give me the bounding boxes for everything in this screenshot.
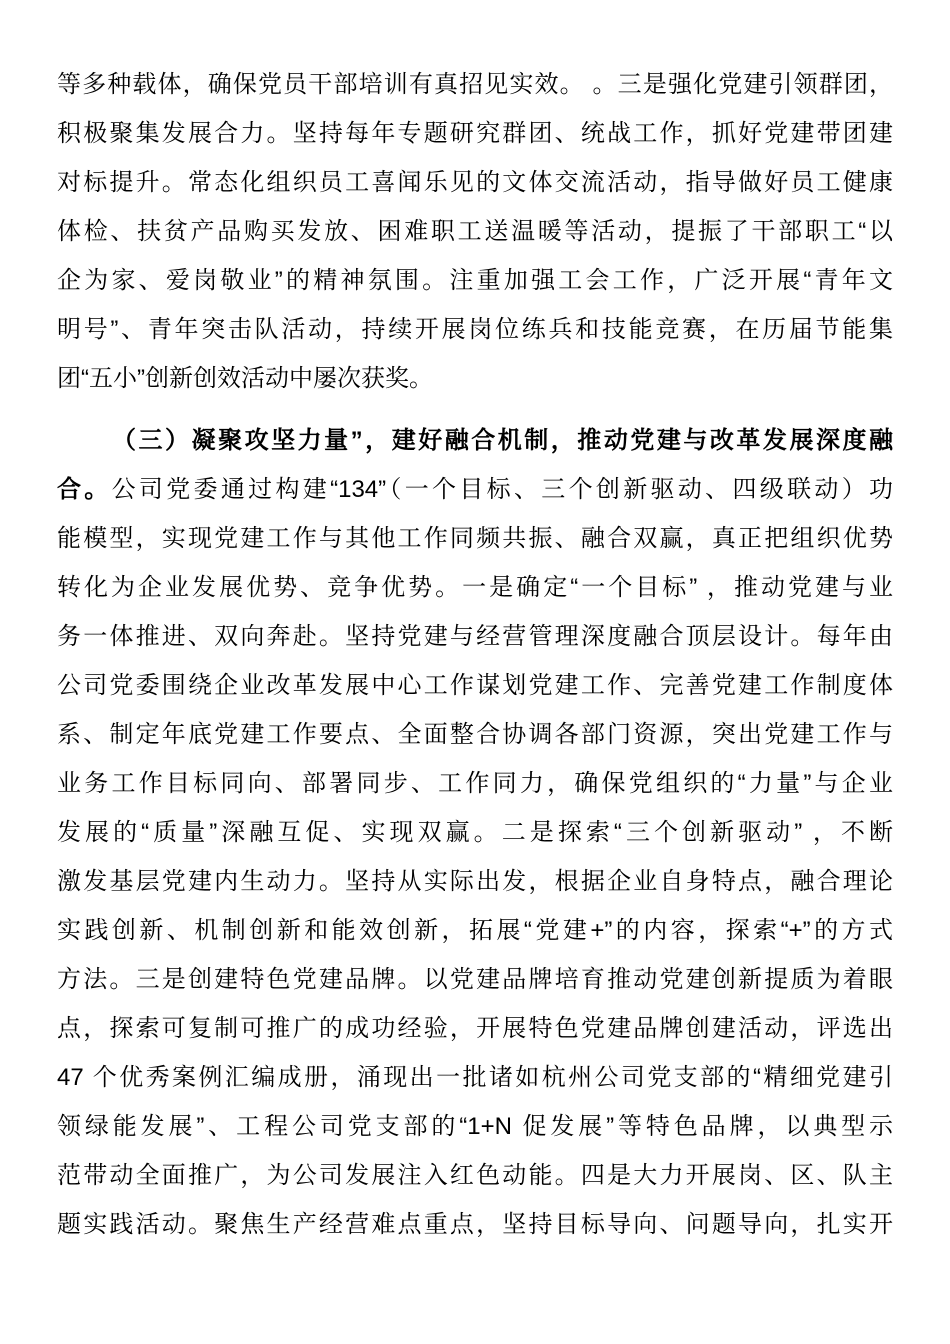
line-text: 公司党委通过构建“134”（一个目标、三个创新驱动、四级联动）功: [111, 476, 894, 503]
text-line: 能模型，实现党建工作与其他工作同频共振、融合双赢，真正把组织优势: [57, 525, 893, 552]
text-line: [57, 465, 893, 514]
text-line: 积极聚集发展合力。坚持每年专题研究群团、统战工作，抓好党建带团建: [57, 120, 893, 147]
text-line: 发展的“质量”深融互促、实现双赢。二是探索“三个创新驱动” ，不断: [57, 819, 893, 846]
text-line: 系、制定年底党建工作要点、全面整合协调各部门资源，突出党建工作与: [57, 721, 893, 748]
text-line: 业务工作目标同向、部署同步、工作同力，确保党组织的“力量”与企业: [57, 770, 893, 797]
text-line: 等多种载体，确保党员干部培训有真招见实效。 。三是强化党建引领群团，: [57, 71, 893, 98]
text-line: 实践创新、机制创新和能效创新，拓展“党建+”的内容，探索“+”的方式: [57, 917, 893, 944]
text-line: 团“五小”创新创效活动中屡次获奖。: [57, 365, 433, 392]
text-line: 公司党委围绕企业改革发展中心工作谋划党建工作、完善党建工作制度体: [57, 672, 893, 699]
document-body: [57, 60, 893, 1249]
text-line: 对标提升。常态化组织员工喜闻乐见的文体交流活动，指导做好员工健康: [57, 169, 893, 196]
text-line: 题实践活动。聚焦生产经营难点重点，坚持目标导向、问题导向，扎实开: [57, 1211, 893, 1238]
section-heading: （三）凝聚攻坚力量”，建好融合机制，推动党建与改革发展深度融: [112, 427, 893, 454]
text-line: 企为家、爱岗敬业”的精神氛围。注重加强工会工作，广泛开展“青年文: [57, 267, 893, 294]
text-line: 方法。三是创建特色党建品牌。以党建品牌培育推动党建创新提质为着眼: [57, 966, 893, 993]
text-line: 激发基层党建内生动力。坚持从实际出发，根据企业自身特点，融合理论: [57, 868, 893, 895]
text-line: 明号”、青年突击队活动，持续开展岗位练兵和技能竞赛，在历届节能集: [57, 316, 893, 343]
text-line: 体检、扶贫产品购买发放、困难职工送温暖等活动，提振了干部职工“以: [57, 218, 893, 245]
text-line: 务一体推进、双向奔赴。坚持党建与经营管理深度融合顶层设计。每年由: [57, 623, 893, 650]
text-line: 转化为企业发展优势、竞争优势。一是确定“一个目标” ，推动党建与业: [57, 574, 893, 601]
section-heading-tail: 合。: [57, 476, 112, 503]
text-line: 点，探索可复制可推广的成功经验，开展特色党建品牌创建活动，评选出: [57, 1015, 893, 1042]
text-line: 领绿能发展”、工程公司党支部的“1+N 促发展”等特色品牌，以典型示: [57, 1113, 893, 1140]
text-line: 47 个优秀案例汇编成册，涌现出一批诸如杭州公司党支部的“精细党建引: [57, 1064, 893, 1091]
text-line: 范带动全面推广，为公司发展注入红色动能。四是大力开展岗、区、队主: [57, 1162, 893, 1189]
